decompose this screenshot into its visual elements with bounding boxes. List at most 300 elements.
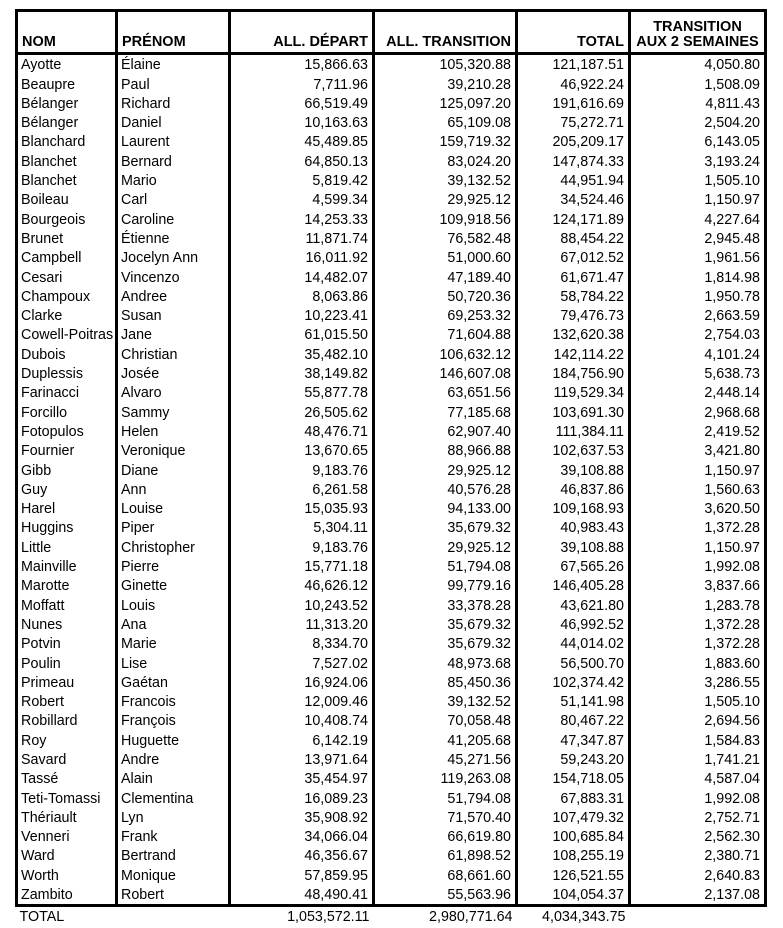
cell-depart: 16,089.23 (230, 788, 374, 807)
cell-transition-2-weeks: 4,811.43 (630, 94, 766, 113)
cell-depart: 7,527.02 (230, 653, 374, 672)
cell-prenom: Mario (117, 171, 230, 190)
cell-depart: 9,183.76 (230, 460, 374, 479)
table-row (17, 557, 766, 576)
cell-depart: 4,599.34 (230, 190, 374, 209)
cell-transition: 71,604.88 (374, 325, 517, 344)
cell-nom: Fotopulos (17, 422, 117, 441)
cell-total: 75,272.71 (517, 113, 630, 132)
cell-transition-2-weeks: 1,883.60 (630, 653, 766, 672)
cell-transition-2-weeks: 2,380.71 (630, 846, 766, 865)
header-depart: ALL. DÉPART (230, 11, 374, 54)
cell-transition-2-weeks: 1,584.83 (630, 730, 766, 749)
header-t2s-line2: AUX 2 SEMAINES (636, 34, 759, 50)
cell-transition-2-weeks: 2,504.20 (630, 113, 766, 132)
cell-depart: 8,063.86 (230, 287, 374, 306)
cell-transition: 62,907.40 (374, 422, 517, 441)
cell-transition-2-weeks: 1,372.28 (630, 634, 766, 653)
cell-depart: 48,490.41 (230, 885, 374, 906)
header-prenom: PRÉNOM (117, 11, 230, 54)
cell-prenom: Alvaro (117, 383, 230, 402)
cell-transition: 146,607.08 (374, 364, 517, 383)
table-row (17, 499, 766, 518)
cell-total: 126,521.55 (517, 865, 630, 884)
cell-depart: 6,261.58 (230, 480, 374, 499)
cell-transition-2-weeks: 3,286.55 (630, 673, 766, 692)
cell-depart: 35,482.10 (230, 344, 374, 363)
cell-transition-2-weeks: 2,752.71 (630, 808, 766, 827)
cell-transition: 63,651.56 (374, 383, 517, 402)
cell-depart: 35,454.97 (230, 769, 374, 788)
table-row (17, 94, 766, 113)
table-row (17, 595, 766, 614)
cell-prenom: Vincenzo (117, 267, 230, 286)
cell-total: 147,874.33 (517, 151, 630, 170)
cell-nom: Cowell-Poitras (17, 325, 117, 344)
cell-transition: 35,679.32 (374, 634, 517, 653)
cell-prenom: Francois (117, 692, 230, 711)
table-row (17, 229, 766, 248)
cell-total: 205,209.17 (517, 132, 630, 151)
cell-transition-2-weeks: 1,372.28 (630, 615, 766, 634)
cell-depart: 15,035.93 (230, 499, 374, 518)
cell-nom: Beaupre (17, 74, 117, 93)
cell-nom: Moffatt (17, 595, 117, 614)
cell-prenom: Clementina (117, 788, 230, 807)
cell-transition: 88,966.88 (374, 441, 517, 460)
cell-nom: Thériault (17, 808, 117, 827)
cell-nom: Bélanger (17, 94, 117, 113)
cell-nom: Nunes (17, 615, 117, 634)
cell-total: 44,951.94 (517, 171, 630, 190)
cell-transition-2-weeks: 1,814.98 (630, 267, 766, 286)
table-body (17, 54, 766, 906)
cell-total: 39,108.88 (517, 537, 630, 556)
table-row (17, 788, 766, 807)
cell-total: 100,685.84 (517, 827, 630, 846)
cell-nom: Dubois (17, 344, 117, 363)
cell-total: 40,983.43 (517, 518, 630, 537)
cell-transition-2-weeks: 2,419.52 (630, 422, 766, 441)
cell-nom: Campbell (17, 248, 117, 267)
cell-transition: 105,320.88 (374, 54, 517, 75)
cell-depart: 9,183.76 (230, 537, 374, 556)
cell-prenom: Jocelyn Ann (117, 248, 230, 267)
total-label: TOTAL (19, 909, 65, 926)
cell-transition: 94,133.00 (374, 499, 517, 518)
table-row (17, 750, 766, 769)
cell-depart: 26,505.62 (230, 402, 374, 421)
cell-transition-2-weeks: 1,505.10 (630, 171, 766, 190)
cell-depart: 11,871.74 (230, 229, 374, 248)
table-row (17, 576, 766, 595)
cell-transition: 125,097.20 (374, 94, 517, 113)
cell-prenom: Louis (117, 595, 230, 614)
cell-transition-2-weeks: 2,968.68 (630, 402, 766, 421)
cell-prenom: Ann (117, 480, 230, 499)
cell-depart: 46,356.67 (230, 846, 374, 865)
table-row (17, 441, 766, 460)
cell-nom: Zambito (17, 885, 117, 906)
cell-transition-2-weeks: 2,137.08 (630, 885, 766, 906)
cell-prenom: Lise (117, 653, 230, 672)
cell-prenom: Susan (117, 306, 230, 325)
total-empty (117, 906, 230, 928)
cell-nom: Blanchet (17, 171, 117, 190)
cell-transition: 39,132.52 (374, 171, 517, 190)
cell-total: 111,384.11 (517, 422, 630, 441)
cell-prenom: Diane (117, 460, 230, 479)
cell-transition: 35,679.32 (374, 615, 517, 634)
table-row (17, 248, 766, 267)
cell-prenom: Caroline (117, 209, 230, 228)
cell-depart: 5,819.42 (230, 171, 374, 190)
cell-prenom: Robert (117, 885, 230, 906)
cell-total: 104,054.37 (517, 885, 630, 906)
cell-prenom: Laurent (117, 132, 230, 151)
cell-depart: 10,163.63 (230, 113, 374, 132)
cell-prenom: Élaine (117, 54, 230, 75)
header-row (17, 11, 766, 54)
table-row (17, 480, 766, 499)
cell-transition-2-weeks: 2,754.03 (630, 325, 766, 344)
cell-depart: 10,408.74 (230, 711, 374, 730)
cell-transition: 69,253.32 (374, 306, 517, 325)
cell-transition-2-weeks: 2,448.14 (630, 383, 766, 402)
total-row (17, 906, 766, 928)
cell-prenom: Ginette (117, 576, 230, 595)
cell-depart: 12,009.46 (230, 692, 374, 711)
cell-total: 67,883.31 (517, 788, 630, 807)
cell-transition: 83,024.20 (374, 151, 517, 170)
table-row (17, 769, 766, 788)
cell-nom: Bélanger (17, 113, 117, 132)
cell-transition: 29,925.12 (374, 460, 517, 479)
total-empty-2 (630, 906, 766, 928)
cell-transition: 51,794.08 (374, 557, 517, 576)
cell-transition: 71,570.40 (374, 808, 517, 827)
cell-transition: 39,132.52 (374, 692, 517, 711)
cell-total: 154,718.05 (517, 769, 630, 788)
cell-transition: 40,576.28 (374, 480, 517, 499)
cell-total: 103,691.30 (517, 402, 630, 421)
payout-table (15, 9, 767, 927)
cell-nom: Robert (17, 692, 117, 711)
table-row (17, 460, 766, 479)
table-row (17, 74, 766, 93)
cell-total: 61,671.47 (517, 267, 630, 286)
cell-total: 102,637.53 (517, 441, 630, 460)
table-row (17, 885, 766, 906)
cell-nom: Potvin (17, 634, 117, 653)
cell-transition-2-weeks: 4,227.64 (630, 209, 766, 228)
total-transition: 2,980,771.64 (429, 909, 513, 926)
cell-nom: Primeau (17, 673, 117, 692)
cell-transition-2-weeks: 1,741.21 (630, 750, 766, 769)
cell-total: 107,479.32 (517, 808, 630, 827)
cell-transition: 39,210.28 (374, 74, 517, 93)
cell-total: 109,168.93 (517, 499, 630, 518)
cell-transition: 61,898.52 (374, 846, 517, 865)
total-total: 4,034,343.75 (542, 909, 626, 926)
cell-transition: 47,189.40 (374, 267, 517, 286)
cell-total: 102,374.42 (517, 673, 630, 692)
cell-total: 132,620.38 (517, 325, 630, 344)
cell-depart: 13,971.64 (230, 750, 374, 769)
table-row (17, 518, 766, 537)
cell-transition-2-weeks: 3,837.66 (630, 576, 766, 595)
cell-nom: Forcillo (17, 402, 117, 421)
cell-transition-2-weeks: 4,587.04 (630, 769, 766, 788)
table-row (17, 615, 766, 634)
table-row (17, 846, 766, 865)
table-row (17, 673, 766, 692)
cell-prenom: Frank (117, 827, 230, 846)
cell-transition: 50,720.36 (374, 287, 517, 306)
cell-transition-2-weeks: 3,193.24 (630, 151, 766, 170)
cell-transition: 70,058.48 (374, 711, 517, 730)
cell-total: 79,476.73 (517, 306, 630, 325)
cell-transition: 51,794.08 (374, 788, 517, 807)
cell-nom: Cesari (17, 267, 117, 286)
cell-prenom: Lyn (117, 808, 230, 827)
cell-total: 191,616.69 (517, 94, 630, 113)
cell-total: 108,255.19 (517, 846, 630, 865)
cell-total: 51,141.98 (517, 692, 630, 711)
table-row (17, 287, 766, 306)
cell-nom: Huggins (17, 518, 117, 537)
payout-table-sheet (15, 9, 764, 927)
cell-nom: Teti-Tomassi (17, 788, 117, 807)
cell-nom: Roy (17, 730, 117, 749)
cell-prenom: Christopher (117, 537, 230, 556)
cell-depart: 61,015.50 (230, 325, 374, 344)
cell-nom: Clarke (17, 306, 117, 325)
cell-transition-2-weeks: 3,421.80 (630, 441, 766, 460)
header-nom: NOM (17, 11, 117, 54)
cell-depart: 5,304.11 (230, 518, 374, 537)
cell-nom: Little (17, 537, 117, 556)
cell-total: 46,922.24 (517, 74, 630, 93)
cell-prenom: Veronique (117, 441, 230, 460)
cell-transition-2-weeks: 1,150.97 (630, 537, 766, 556)
table-row (17, 364, 766, 383)
cell-prenom: Andre (117, 750, 230, 769)
cell-transition-2-weeks: 1,950.78 (630, 287, 766, 306)
cell-transition: 109,918.56 (374, 209, 517, 228)
header-transition-2-weeks (630, 11, 766, 54)
cell-depart: 10,243.52 (230, 595, 374, 614)
cell-transition-2-weeks: 1,150.97 (630, 460, 766, 479)
cell-transition: 65,109.08 (374, 113, 517, 132)
cell-depart: 64,850.13 (230, 151, 374, 170)
cell-total: 39,108.88 (517, 460, 630, 479)
table-row (17, 422, 766, 441)
table-row (17, 402, 766, 421)
cell-transition-2-weeks: 1,560.63 (630, 480, 766, 499)
cell-prenom: Richard (117, 94, 230, 113)
cell-transition: 99,779.16 (374, 576, 517, 595)
cell-total: 142,114.22 (517, 344, 630, 363)
cell-nom: Fournier (17, 441, 117, 460)
table-row (17, 113, 766, 132)
cell-transition: 68,661.60 (374, 865, 517, 884)
cell-total: 43,621.80 (517, 595, 630, 614)
table-row (17, 325, 766, 344)
cell-nom: Harel (17, 499, 117, 518)
cell-prenom: Paul (117, 74, 230, 93)
cell-total: 58,784.22 (517, 287, 630, 306)
cell-transition: 159,719.32 (374, 132, 517, 151)
cell-nom: Blanchet (17, 151, 117, 170)
cell-transition-2-weeks: 2,694.56 (630, 711, 766, 730)
cell-total: 44,014.02 (517, 634, 630, 653)
cell-prenom: Alain (117, 769, 230, 788)
cell-transition: 77,185.68 (374, 402, 517, 421)
cell-total: 59,243.20 (517, 750, 630, 769)
table-row (17, 634, 766, 653)
cell-transition-2-weeks: 6,143.05 (630, 132, 766, 151)
cell-nom: Blanchard (17, 132, 117, 151)
cell-depart: 38,149.82 (230, 364, 374, 383)
header-transition: ALL. TRANSITION (374, 11, 517, 54)
cell-prenom: Sammy (117, 402, 230, 421)
cell-depart: 16,924.06 (230, 673, 374, 692)
table-row (17, 711, 766, 730)
cell-transition-2-weeks: 2,663.59 (630, 306, 766, 325)
cell-depart: 46,626.12 (230, 576, 374, 595)
header-t2s-line1: TRANSITION (653, 19, 742, 35)
table-row (17, 132, 766, 151)
cell-total: 124,171.89 (517, 209, 630, 228)
cell-depart: 16,011.92 (230, 248, 374, 267)
cell-prenom: Monique (117, 865, 230, 884)
cell-nom: Worth (17, 865, 117, 884)
cell-prenom: Bernard (117, 151, 230, 170)
cell-nom: Mainville (17, 557, 117, 576)
cell-nom: Ayotte (17, 54, 117, 75)
cell-prenom: Josée (117, 364, 230, 383)
cell-depart: 13,670.65 (230, 441, 374, 460)
cell-transition-2-weeks: 3,620.50 (630, 499, 766, 518)
table-row (17, 344, 766, 363)
cell-prenom: Carl (117, 190, 230, 209)
cell-total: 184,756.90 (517, 364, 630, 383)
cell-transition: 45,271.56 (374, 750, 517, 769)
header-total: TOTAL (517, 11, 630, 54)
cell-total: 146,405.28 (517, 576, 630, 595)
cell-prenom: Louise (117, 499, 230, 518)
cell-transition: 119,263.08 (374, 769, 517, 788)
cell-transition-2-weeks: 1,150.97 (630, 190, 766, 209)
cell-depart: 57,859.95 (230, 865, 374, 884)
cell-depart: 66,519.49 (230, 94, 374, 113)
cell-transition: 33,378.28 (374, 595, 517, 614)
cell-depart: 10,223.41 (230, 306, 374, 325)
cell-transition: 29,925.12 (374, 190, 517, 209)
cell-total: 88,454.22 (517, 229, 630, 248)
cell-total: 46,837.86 (517, 480, 630, 499)
cell-nom: Champoux (17, 287, 117, 306)
cell-nom: Ward (17, 846, 117, 865)
cell-nom: Duplessis (17, 364, 117, 383)
table-row (17, 537, 766, 556)
cell-transition-2-weeks: 2,640.83 (630, 865, 766, 884)
cell-total: 119,529.34 (517, 383, 630, 402)
cell-depart: 48,476.71 (230, 422, 374, 441)
cell-depart: 14,482.07 (230, 267, 374, 286)
cell-transition-2-weeks: 2,945.48 (630, 229, 766, 248)
cell-prenom: Daniel (117, 113, 230, 132)
cell-transition-2-weeks: 1,505.10 (630, 692, 766, 711)
cell-prenom: Christian (117, 344, 230, 363)
cell-transition: 29,925.12 (374, 537, 517, 556)
cell-depart: 6,142.19 (230, 730, 374, 749)
cell-depart: 11,313.20 (230, 615, 374, 634)
table-row (17, 692, 766, 711)
cell-transition-2-weeks: 2,562.30 (630, 827, 766, 846)
cell-nom: Bourgeois (17, 209, 117, 228)
cell-prenom: Piper (117, 518, 230, 537)
cell-total: 47,347.87 (517, 730, 630, 749)
cell-prenom: Bertrand (117, 846, 230, 865)
cell-nom: Poulin (17, 653, 117, 672)
cell-prenom: Andree (117, 287, 230, 306)
cell-nom: Farinacci (17, 383, 117, 402)
cell-transition-2-weeks: 4,050.80 (630, 54, 766, 75)
cell-prenom: Ana (117, 615, 230, 634)
cell-prenom: Marie (117, 634, 230, 653)
cell-transition: 41,205.68 (374, 730, 517, 749)
cell-nom: Venneri (17, 827, 117, 846)
cell-nom: Boileau (17, 190, 117, 209)
cell-prenom: François (117, 711, 230, 730)
cell-nom: Marotte (17, 576, 117, 595)
cell-transition: 106,632.12 (374, 344, 517, 363)
table-row (17, 54, 766, 75)
cell-nom: Brunet (17, 229, 117, 248)
cell-total: 67,565.26 (517, 557, 630, 576)
cell-nom: Guy (17, 480, 117, 499)
cell-total: 34,524.46 (517, 190, 630, 209)
cell-total: 56,500.70 (517, 653, 630, 672)
table-row (17, 306, 766, 325)
cell-transition-2-weeks: 1,992.08 (630, 557, 766, 576)
cell-transition: 66,619.80 (374, 827, 517, 846)
table-row (17, 151, 766, 170)
total-depart: 1,053,572.11 (287, 909, 370, 926)
cell-transition-2-weeks: 5,638.73 (630, 364, 766, 383)
cell-transition-2-weeks: 1,283.78 (630, 595, 766, 614)
cell-depart: 14,253.33 (230, 209, 374, 228)
cell-transition: 35,679.32 (374, 518, 517, 537)
cell-prenom: Huguette (117, 730, 230, 749)
table-row (17, 209, 766, 228)
cell-transition-2-weeks: 1,992.08 (630, 788, 766, 807)
table-row (17, 171, 766, 190)
cell-depart: 55,877.78 (230, 383, 374, 402)
cell-transition-2-weeks: 1,508.09 (630, 74, 766, 93)
cell-transition-2-weeks: 1,372.28 (630, 518, 766, 537)
cell-transition: 48,973.68 (374, 653, 517, 672)
cell-depart: 34,066.04 (230, 827, 374, 846)
cell-depart: 8,334.70 (230, 634, 374, 653)
cell-nom: Tassé (17, 769, 117, 788)
cell-depart: 35,908.92 (230, 808, 374, 827)
cell-transition: 51,000.60 (374, 248, 517, 267)
cell-transition: 76,582.48 (374, 229, 517, 248)
table-row (17, 808, 766, 827)
